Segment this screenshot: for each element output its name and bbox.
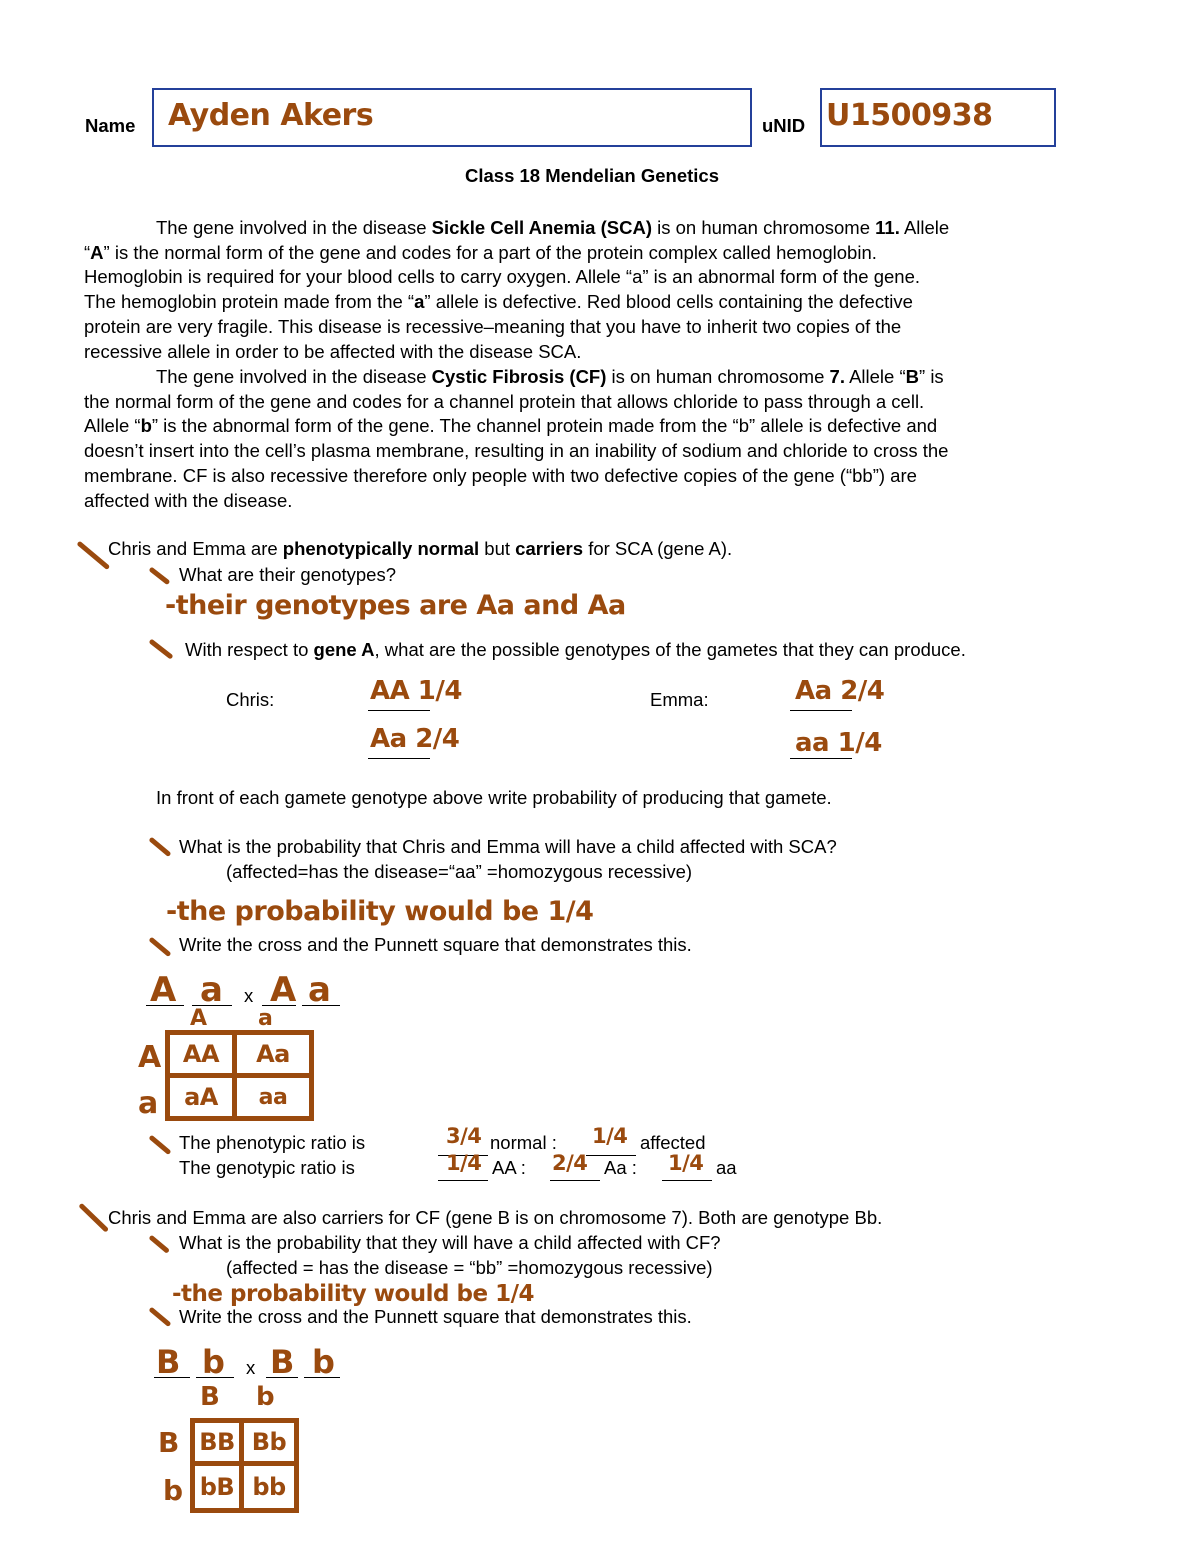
geno-AA-label: AA :: [492, 1157, 526, 1178]
punnett2-cell: bB: [199, 1473, 235, 1501]
pheno-ratio-label: The phenotypic ratio is: [179, 1132, 366, 1153]
answer-line: [662, 1180, 712, 1181]
intro-paragraph-2: [84, 365, 948, 513]
name-label: Name: [85, 115, 136, 136]
cross2-parent1-allele2: b: [202, 1343, 225, 1381]
name-value: Ayden Akers: [168, 98, 374, 133]
punnett2-cell: BB: [199, 1428, 235, 1456]
unid-field[interactable]: [820, 88, 1056, 147]
punnett-square-cf: [190, 1418, 299, 1513]
cross1-parent1-allele1: A: [150, 970, 176, 1010]
check-mark: [148, 937, 171, 958]
text-line: affected with the disease.: [84, 489, 293, 511]
punnett2-col-header: b: [256, 1382, 275, 1412]
cross1-parent2-allele1: A: [270, 970, 296, 1010]
pheno-affected-label: affected: [640, 1132, 706, 1153]
answer-line: [368, 710, 430, 711]
text-line: doesn’t insert into the cell’s plasma membrane, resulting in an inability of sodium and chloride to cross the: [84, 440, 949, 462]
cross2-parent1-allele1: B: [156, 1343, 180, 1381]
name-field[interactable]: [152, 88, 752, 147]
unid-value: U1500938: [826, 98, 993, 133]
answer-line: [790, 758, 852, 759]
text-line: Chris and Emma are phenotypically normal but carriers for SCA (gene A).: [108, 538, 733, 559]
cross1-parent1-allele2: a: [200, 970, 223, 1010]
check-mark: [148, 837, 171, 858]
punnett2-cell: Bb: [251, 1428, 287, 1456]
answer-line: [368, 758, 430, 759]
q1d-text: Write the cross and the Punnett square that demonstrates this.: [179, 934, 692, 955]
text-line: membrane. CF is also recessive therefore only people with two defective copies of the gene (“bb”) are: [84, 464, 917, 486]
unid-label: uNID: [762, 115, 806, 136]
cross1-parent2-allele2: a: [308, 970, 331, 1010]
q1c-answer: -the probability would be 1/4: [166, 896, 594, 927]
check-mark: [148, 639, 173, 660]
punnett-square-sca: [165, 1030, 314, 1121]
emma-gamete-1: Aa 2/4: [795, 676, 885, 706]
emma-label: Emma:: [650, 689, 709, 710]
q1a-text: What are their genotypes?: [179, 564, 396, 585]
check-mark: [148, 567, 170, 586]
text-line: The hemoglobin protein made from the “a” allele is defective. Red blood cells containing the defective: [84, 291, 913, 313]
pheno-ratio-normal: 3/4: [446, 1124, 482, 1148]
q2a-text: What is the probability that they will have a child affected with CF?: [179, 1232, 721, 1253]
cross1-x: x: [244, 985, 254, 1006]
text-line: protein are very fragile. This disease is recessive–meaning that you have to inherit two copies of the: [84, 315, 902, 337]
text-line: With respect to gene A, what are the possible genotypes of the gametes that they can produce.: [185, 639, 966, 660]
text-line: recessive allele in order to be affected with the disease SCA.: [84, 340, 582, 362]
geno-ratio-aa: 1/4: [668, 1151, 704, 1175]
text-line: “A” is the normal form of the gene and codes for a part of the protein complex called hemoglobin.: [84, 241, 877, 263]
punnett1-cell: aa: [258, 1084, 288, 1110]
punnett1-col-header: a: [258, 1006, 273, 1031]
geno-ratio-AA: 1/4: [446, 1151, 482, 1175]
geno-aa-label: aa: [716, 1157, 737, 1178]
answer-line: [550, 1180, 600, 1181]
geno-ratio-label: The genotypic ratio is: [179, 1157, 355, 1178]
chris-gamete-2: Aa 2/4: [370, 724, 460, 754]
q1c-note: (affected=has the disease=“aa” =homozygous recessive): [226, 861, 693, 882]
check-mark: [78, 1203, 109, 1233]
check-mark: [148, 1307, 171, 1328]
punnett1-cell: aA: [184, 1083, 218, 1111]
punnett2-row-header: B: [158, 1426, 179, 1459]
chris-label: Chris:: [226, 689, 275, 710]
geno-Aa-label: Aa :: [604, 1157, 637, 1178]
q2b-text: Write the cross and the Punnett square that demonstrates this.: [179, 1306, 692, 1327]
check-mark: [148, 1235, 170, 1254]
punnett1-cell: AA: [182, 1040, 220, 1068]
geno-ratio-Aa: 2/4: [552, 1151, 588, 1175]
punnett1-col-header: A: [190, 1006, 207, 1031]
text-line: The gene involved in the disease Sickle Cell Anemia (SCA) is on human chromosome 11. Allele: [156, 217, 950, 238]
pheno-normal-label: normal :: [490, 1132, 557, 1153]
cross2-parent2-allele1: B: [270, 1343, 294, 1381]
intro-paragraph-1: [84, 216, 949, 364]
cross2-parent2-allele2: b: [312, 1343, 335, 1381]
punnett2-cell: bb: [252, 1473, 286, 1501]
punnett1-row-header: A: [138, 1040, 161, 1075]
check-mark: [76, 541, 110, 571]
text-line: Allele “b” is the abnormal form of the gene. The channel protein made from the “b” allele is defective and: [84, 415, 938, 437]
punnett2-col-header: B: [200, 1382, 220, 1412]
cross2-x: x: [246, 1357, 256, 1378]
q1-stem: [108, 537, 732, 562]
punnett2-row-header: b: [163, 1474, 183, 1507]
pheno-ratio-affected: 1/4: [592, 1124, 628, 1148]
q2a-note: (affected = has the disease = “bb” =homozygous recessive): [226, 1257, 713, 1278]
q1a-answer: -their genotypes are Aa and Aa: [165, 590, 626, 621]
answer-line: [438, 1180, 488, 1181]
q1c-text: What is the probability that Chris and Emma will have a child affected with SCA?: [179, 836, 837, 857]
gamete-instruction: In front of each gamete genotype above write probability of producing that gamete.: [156, 787, 832, 808]
answer-line: [790, 710, 852, 711]
q2-stem: Chris and Emma are also carriers for CF (gene B is on chromosome 7). Both are genotype Bb.: [108, 1207, 883, 1228]
page-title: Class 18 Mendelian Genetics: [465, 165, 719, 186]
q1b-text: [185, 638, 966, 663]
q2a-answer: -the probability would be 1/4: [172, 1281, 534, 1307]
emma-gamete-2: aa 1/4: [795, 728, 882, 758]
text-line: The gene involved in the disease Cystic Fibrosis (CF) is on human chromosome 7. Allele “B” is: [156, 366, 944, 387]
text-line: the normal form of the gene and codes for a channel protein that allows chloride to pass through a cell.: [84, 390, 925, 412]
punnett1-cell: Aa: [256, 1040, 290, 1068]
text-line: Hemoglobin is required for your blood cells to carry oxygen. Allele “a” is an abnormal form of the gene.: [84, 266, 921, 288]
punnett1-row-header: a: [138, 1086, 158, 1121]
chris-gamete-1: AA 1/4: [370, 676, 462, 706]
check-mark: [148, 1135, 171, 1156]
